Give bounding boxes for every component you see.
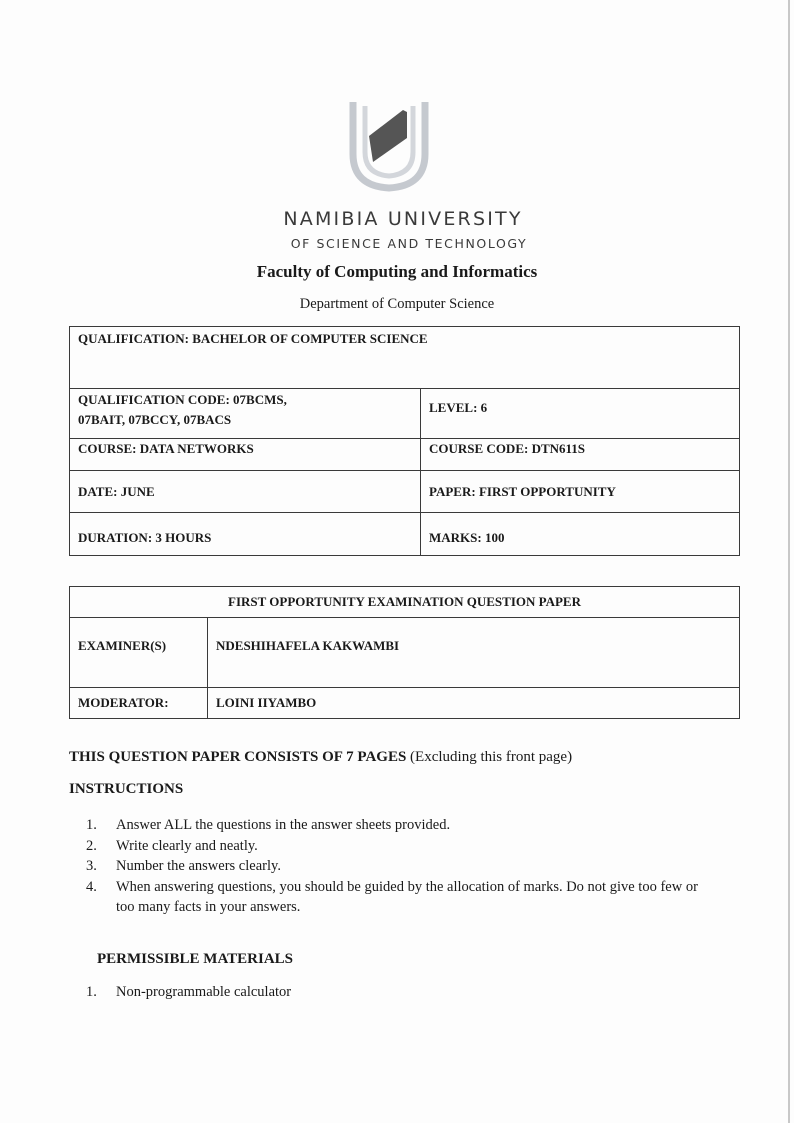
- qualification-code-line2: 07BAIT, 07BCCY, 07BACS: [78, 412, 232, 427]
- page-count-statement: [69, 749, 572, 766]
- university-logo-icon: [347, 96, 431, 192]
- page-count-note: (Excluding this front page): [406, 749, 573, 765]
- list-item-number: 4.: [86, 878, 97, 895]
- instructions-heading: INSTRUCTIONS: [69, 781, 184, 797]
- exam-details-table: [69, 326, 740, 556]
- list-item-number: 1.: [86, 817, 97, 833]
- permissible-materials-heading: PERMISSIBLE MATERIALS: [97, 951, 294, 967]
- qualification-cell: QUALIFICATION: BACHELOR OF COMPUTER SCIENCE: [70, 327, 740, 389]
- list-item-text: Number the answers clearly.: [116, 858, 281, 874]
- list-item-text: Non-programmable calculator: [116, 984, 292, 1000]
- course-code-cell: COURSE CODE: DTN611S: [421, 439, 740, 471]
- examiner-table: [69, 586, 740, 719]
- examiner-label-cell: EXAMINER(S): [70, 618, 208, 688]
- university-subtitle: OF SCIENCE AND TECHNOLOGY: [290, 236, 528, 251]
- exam-title-cell: FIRST OPPORTUNITY EXAMINATION QUESTION PAPER: [70, 587, 740, 618]
- list-item-text: When answering questions, you should be guided by the allocation of marks. Do not give too few or too many facts in your answers.: [116, 878, 698, 915]
- moderator-label-cell: MODERATOR:: [70, 688, 208, 719]
- list-item: [86, 815, 706, 836]
- list-item: [86, 877, 706, 918]
- page-edge: [788, 0, 790, 1123]
- university-name: NAMIBIA UNIVERSITY: [283, 208, 523, 230]
- faculty-name: Faculty of Computing and Informatics: [256, 262, 538, 281]
- qualification-code-cell: [70, 389, 421, 439]
- permissible-materials-list: [86, 984, 291, 1001]
- list-item-number: 1.: [86, 984, 97, 1000]
- list-item: [86, 856, 706, 877]
- paper-cell: PAPER: FIRST OPPORTUNITY: [421, 471, 740, 513]
- level-cell: LEVEL: 6: [421, 389, 740, 439]
- list-item-text: Write clearly and neatly.: [116, 837, 258, 854]
- department-name: Department of Computer Science: [299, 296, 495, 312]
- qualification-code-line1: QUALIFICATION CODE: 07BCMS,: [78, 392, 287, 407]
- list-item-text: Answer ALL the questions in the answer sheets provided.: [116, 817, 451, 833]
- list-item: [86, 836, 706, 857]
- list-item-number: 3.: [86, 858, 97, 874]
- instructions-list: [86, 815, 706, 918]
- page-count-bold: THIS QUESTION PAPER CONSISTS OF 7 PAGES: [69, 749, 407, 765]
- marks-cell: MARKS: 100: [421, 513, 740, 556]
- list-item-number: 2.: [86, 837, 97, 854]
- duration-cell: DURATION: 3 HOURS: [70, 513, 421, 556]
- moderator-value-cell: LOINI IIYAMBO: [208, 688, 740, 719]
- date-cell: DATE: JUNE: [70, 471, 421, 513]
- examiner-value-cell: NDESHIHAFELA KAKWAMBI: [208, 618, 740, 688]
- course-cell: COURSE: DATA NETWORKS: [70, 439, 421, 471]
